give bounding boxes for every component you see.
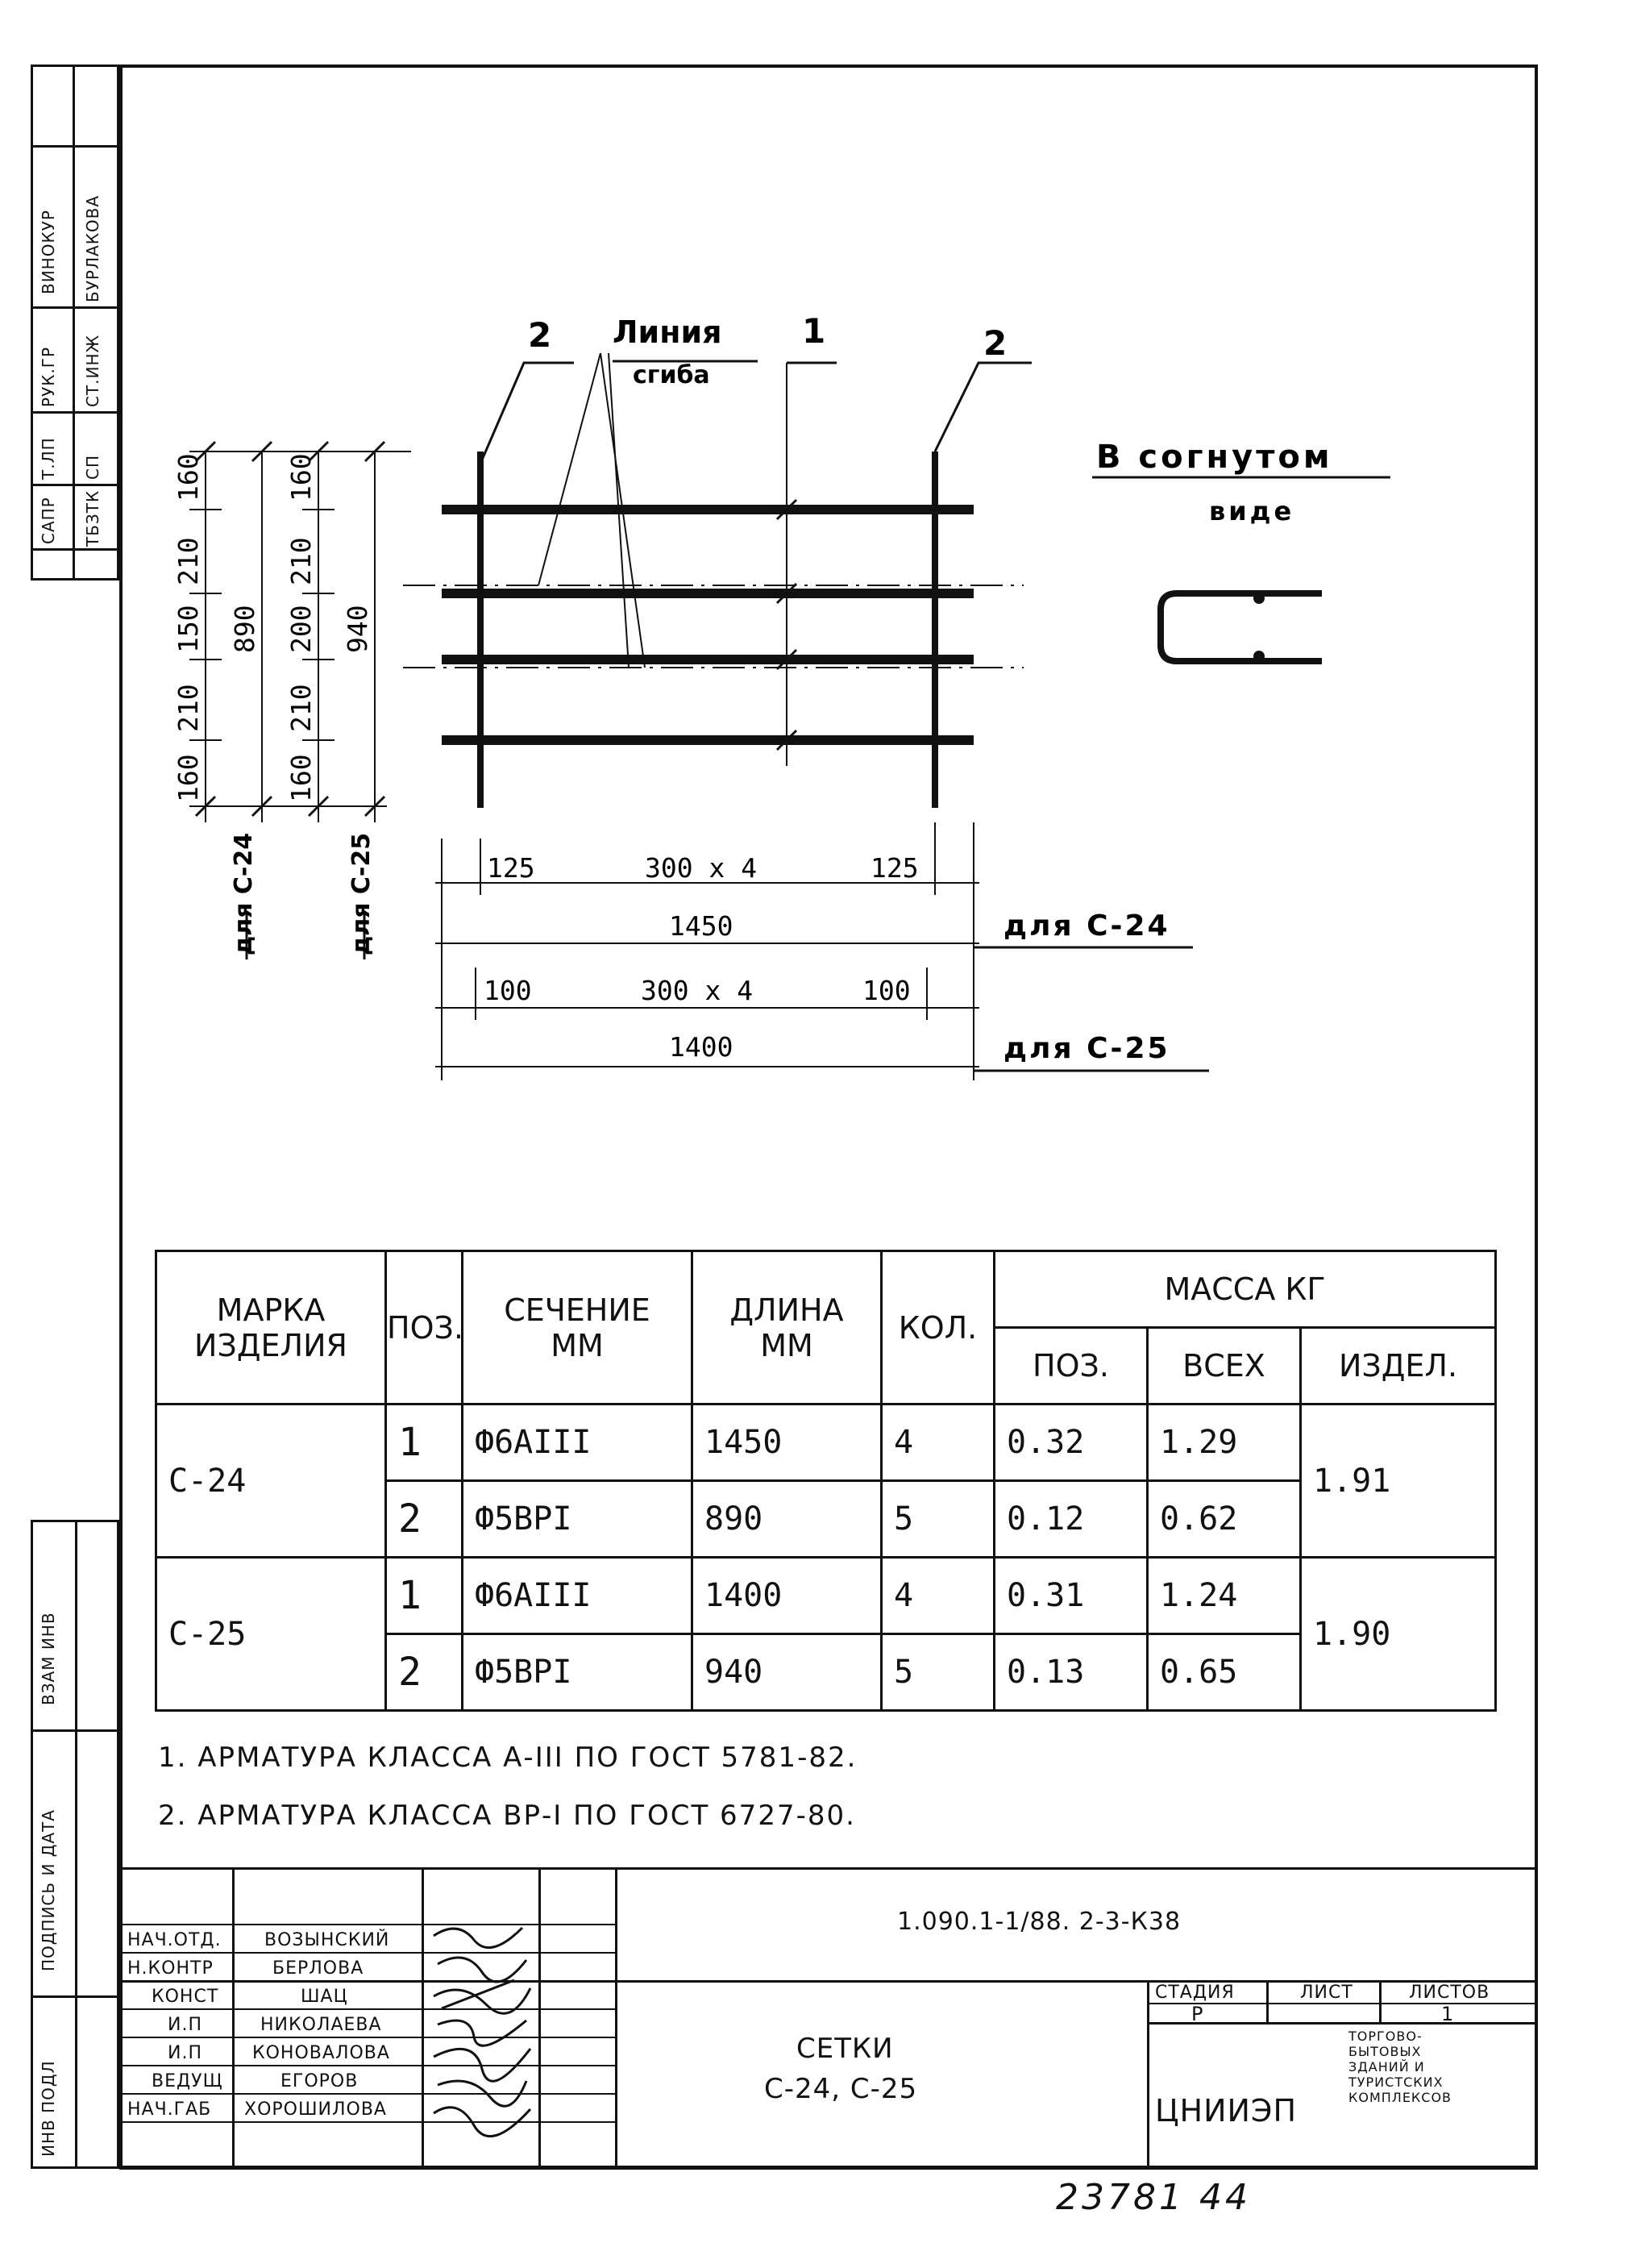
cell-mass-all: 1.24: [1148, 1558, 1301, 1634]
person-4: НИКОЛАЕВА: [260, 2015, 382, 2035]
cell-mass-pos: 0.32: [995, 1404, 1148, 1481]
cell-pos: 2: [386, 1634, 463, 1711]
table-row: [156, 1558, 1496, 1634]
pos-2-right-label: 2: [983, 323, 1008, 363]
cell-pos: 1: [386, 1404, 463, 1481]
cell-mark: С-25: [156, 1558, 386, 1711]
hdr-mass-item: ИЗДЕЛ.: [1301, 1328, 1496, 1404]
cell-pos: 1: [386, 1558, 463, 1634]
person-7: ХОРОШИЛОВА: [244, 2099, 387, 2120]
hdr-mass: МАССА КГ: [995, 1251, 1496, 1328]
cell-mass-item: 1.91: [1301, 1404, 1496, 1558]
cell-mass-pos: 0.13: [995, 1634, 1148, 1711]
archive-number: 23781 44: [1056, 2177, 1251, 2218]
h-c25-mid: 300 х 4: [641, 975, 754, 1006]
cell-section: Ф6АIII: [463, 1558, 692, 1634]
sheets-header: ЛИСТОВ: [1409, 1983, 1490, 2003]
hdr-section: СЕЧЕНИЕ ММ: [463, 1251, 692, 1404]
cell-length: 890: [692, 1481, 882, 1558]
cell-qty: 4: [882, 1558, 995, 1634]
stage-header: СТАДИЯ: [1155, 1983, 1235, 2003]
organization-name: ЦНИИЭП: [1155, 2093, 1298, 2129]
signatures: [426, 1916, 538, 2149]
dim-c25-2: 210: [285, 537, 317, 585]
cell-mass-pos: 0.31: [995, 1558, 1148, 1634]
left-bottom-stamp: [31, 1520, 119, 2169]
dim-c24-3: 150: [172, 605, 204, 653]
role-5: И.П: [168, 2043, 202, 2063]
table-row: [156, 1404, 1496, 1481]
specification-table: [155, 1250, 1497, 1712]
title-block: [119, 1867, 1538, 2169]
cell-mass-all: 1.29: [1148, 1404, 1301, 1481]
h-c25-right: 100: [862, 975, 911, 1006]
stamp-inv-orig: ИНВ ПОДЛ: [39, 2060, 58, 2157]
h-c25-total: 1400: [669, 1031, 733, 1063]
role-2: Н.КОНТР: [127, 1958, 214, 1979]
cell-qty: 5: [882, 1634, 995, 1711]
cell-mass-item: 1.90: [1301, 1558, 1496, 1711]
bent-view-title: В согнутом: [1096, 439, 1333, 476]
organization-subtitle: ТОРГОВО- БЫТОВЫХ ЗДАНИЙ И ТУРИСТСКИХ КОМПЛЕКСОВ: [1348, 2029, 1452, 2105]
role-7: НАЧ.ГАБ: [127, 2099, 212, 2120]
dim-c24-total: 890: [229, 605, 260, 653]
pos-1-label: 1: [802, 311, 826, 351]
stamp-role-1: ВИНОКУР: [39, 210, 58, 294]
hdr-length: ДЛИНА ММ: [692, 1251, 882, 1404]
cell-length: 1450: [692, 1404, 882, 1481]
cell-section: Ф6АIII: [463, 1404, 692, 1481]
h-c24-mid: 300 х 4: [645, 852, 758, 884]
dim-c25-1: 160: [285, 453, 317, 501]
person-5: КОНОВАЛОВА: [252, 2043, 390, 2063]
hdr-mark: МАРКА ИЗДЕЛИЯ: [156, 1251, 386, 1404]
cell-mass-all: 0.62: [1148, 1481, 1301, 1558]
stamp-name-3: СП: [83, 454, 102, 480]
cell-qty: 4: [882, 1404, 995, 1481]
hdr-pos: ПОЗ.: [386, 1251, 463, 1404]
cell-length: 1400: [692, 1558, 882, 1634]
dim-c24-2: 210: [172, 537, 204, 585]
bend-line-label: Линия: [613, 314, 722, 350]
cell-section: Ф5ВРI: [463, 1634, 692, 1711]
pos-2-left-label: 2: [528, 315, 552, 355]
stamp-role-3: Т.ЛП: [39, 437, 58, 480]
bent-view-sub: виде: [1209, 496, 1295, 526]
cell-qty: 5: [882, 1481, 995, 1558]
person-2: БЕРЛОВА: [272, 1958, 364, 1979]
h-c25-for: для С-25: [1003, 1032, 1170, 1065]
hdr-qty: КОЛ.: [882, 1251, 995, 1404]
cell-mass-pos: 0.12: [995, 1481, 1148, 1558]
cell-pos: 2: [386, 1481, 463, 1558]
cell-section: Ф5ВРI: [463, 1481, 692, 1558]
role-4: И.П: [168, 2015, 202, 2035]
for-c24-vertical: для С-24: [230, 832, 258, 955]
stamp-sign-date: ПОДПИСЬ И ДАТА: [39, 1809, 58, 1971]
cell-mass-all: 0.65: [1148, 1634, 1301, 1711]
dim-c25-3: 200: [285, 605, 317, 653]
stamp-name-2: СТ.ИНЖ: [83, 334, 102, 407]
dim-c24-1: 160: [172, 453, 204, 501]
note-1: 1. АРМАТУРА КЛАССА А-III ПО ГОСТ 5781-82.: [158, 1742, 858, 1774]
person-6: ЕГОРОВ: [280, 2071, 359, 2091]
stamp-replace-inv: ВЗАМ ИНВ: [39, 1612, 58, 1705]
hdr-mass-all: ВСЕХ: [1148, 1328, 1301, 1404]
cell-length: 940: [692, 1634, 882, 1711]
role-1: НАЧ.ОТД.: [127, 1930, 222, 1950]
dim-c25-4: 210: [285, 684, 317, 732]
sheets-value: 1: [1441, 2003, 1455, 2025]
stamp-name-1: БУРЛАКОВА: [83, 194, 102, 302]
h-c25-left: 100: [484, 975, 532, 1006]
stamp-name-4: ТБЗТК: [83, 489, 102, 547]
sheet-header: ЛИСТ: [1300, 1983, 1353, 2003]
dim-c24-4: 210: [172, 684, 204, 732]
role-6: ВЕДУЩ: [152, 2071, 223, 2091]
stamp-role-4: САПР: [39, 497, 58, 544]
h-c24-for: для С-24: [1003, 909, 1170, 943]
dim-c25-5: 160: [285, 754, 317, 802]
person-3: ШАЦ: [301, 1987, 348, 2007]
dim-c25-total: 940: [342, 605, 373, 653]
h-c24-left: 125: [487, 852, 535, 884]
h-c24-right: 125: [871, 852, 919, 884]
stage-value: Р: [1191, 2003, 1204, 2025]
hdr-mass-pos: ПОЗ.: [995, 1328, 1148, 1404]
bend-line-sub: сгиба: [633, 361, 710, 389]
person-1: ВОЗЫНСКИЙ: [264, 1930, 390, 1950]
drawing-title-1: СЕТКИ: [796, 2033, 894, 2065]
h-c24-total: 1450: [669, 910, 733, 942]
drawing-title-2: С-24, С-25: [764, 2073, 918, 2105]
document-code: 1.090.1-1/88. 2-3-К38: [897, 1908, 1182, 1936]
dim-c24-5: 160: [172, 754, 204, 802]
cell-mark: С-24: [156, 1404, 386, 1558]
for-c25-vertical: для С-25: [347, 832, 376, 955]
note-2: 2. АРМАТУРА КЛАССА ВР-I ПО ГОСТ 6727-80.: [158, 1800, 856, 1832]
stamp-role-2: РУК.ГР: [39, 346, 58, 407]
role-3: КОНСТ: [152, 1987, 219, 2007]
